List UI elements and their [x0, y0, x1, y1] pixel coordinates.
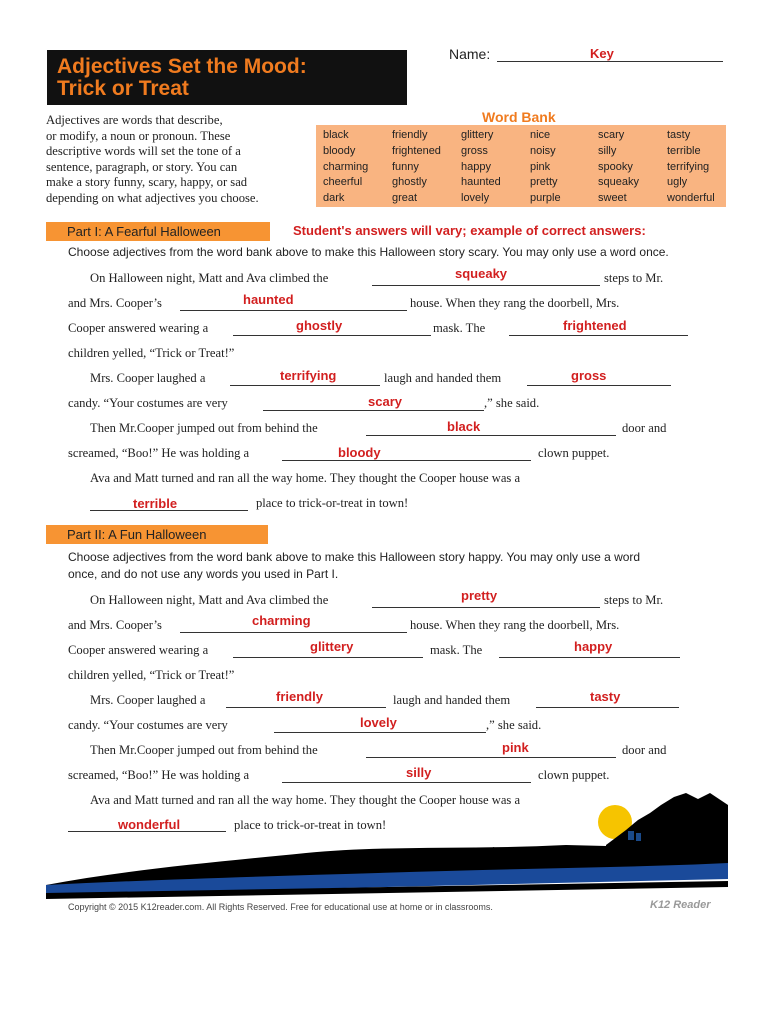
story-text: Then Mr.Cooper jumped out from behind the [90, 743, 318, 757]
word-bank-word: funny [392, 160, 419, 173]
answer-blank[interactable] [282, 448, 531, 461]
intro-line: sentence, paragraph, or story. You can [46, 159, 238, 174]
haunted-house-illustration [46, 775, 728, 900]
word-bank-word: silly [598, 144, 617, 157]
copyright: Copyright © 2015 K12reader.com. All Rights Reserved. Free for educational use at home or in classrooms. [68, 902, 493, 912]
word-bank-word: happy [461, 160, 491, 173]
story-text: house. When they rang the doorbell, Mrs. [410, 296, 620, 310]
story-text: and Mrs. Cooper’s [68, 296, 162, 310]
answer-text: pretty [461, 588, 498, 603]
story-text: Ava and Matt turned and ran all the way home. They thought the Cooper house was a [90, 471, 521, 485]
word-bank-word: haunted [461, 176, 501, 189]
answer-text: terrifying [280, 368, 337, 383]
part1-instruction: Choose adjectives from the word bank above to make this Halloween story scary. You may only use a word once. [68, 245, 669, 259]
answer-text: charming [252, 613, 311, 628]
story-text: clown puppet. [538, 768, 610, 782]
word-bank-word: bloody [323, 144, 356, 157]
answer-text: happy [574, 639, 613, 654]
story-text: door and [622, 743, 667, 757]
answer-text: ghostly [296, 318, 343, 333]
answer-text: gross [571, 368, 607, 383]
answer-text: wonderful [118, 817, 181, 832]
intro-line: descriptive words will set the tone of a [46, 144, 241, 159]
story-text: and Mrs. Cooper’s [68, 618, 162, 632]
story-text: place to trick-or-treat in town! [256, 496, 409, 510]
answer-text: tasty [590, 689, 621, 704]
word-bank-word: charming [323, 160, 369, 173]
story-text: screamed, “Boo!” He was holding a [68, 446, 250, 460]
word-bank-column [461, 128, 501, 207]
answer-blank[interactable] [366, 423, 616, 436]
answer-text: terrible [133, 496, 178, 511]
answer-blank[interactable] [366, 745, 616, 758]
story-text: house. When they rang the doorbell, Mrs. [410, 618, 620, 632]
word-bank-word: scary [598, 129, 625, 141]
answer-text: bloody [338, 445, 381, 460]
word-bank-word: gross [461, 144, 488, 157]
word-bank-word: lovely [461, 192, 490, 205]
word-bank-column [323, 128, 368, 207]
word-bank-word: sweet [598, 192, 627, 205]
answer-text: squeaky [455, 266, 508, 281]
answer-text: frightened [563, 318, 627, 333]
title-line-1: Adjectives Set the Mood: [57, 55, 307, 78]
story-text: Mrs. Cooper laughed a [90, 693, 206, 707]
word-bank-word: spooky [598, 160, 633, 173]
intro-line: depending on what adjectives you choose. [46, 190, 259, 205]
answer-text: haunted [243, 292, 294, 307]
story-text: place to trick-or-treat in town! [234, 818, 387, 832]
title-line-2: Trick or Treat [57, 77, 189, 100]
word-bank-word: ghostly [392, 176, 427, 189]
story-text: Ava and Matt turned and ran all the way home. They thought the Cooper house was a [90, 793, 521, 807]
intro-text [46, 113, 308, 207]
story-text: door and [622, 421, 667, 435]
story-text: candy. “Your costumes are very [68, 396, 228, 410]
story-text: steps to Mr. [604, 271, 664, 285]
window-icon [628, 831, 634, 840]
word-bank-word: terrifying [667, 160, 710, 173]
word-bank-word: ugly [667, 176, 688, 189]
story-text: laugh and handed them [384, 371, 502, 385]
story-text: steps to Mr. [604, 593, 664, 607]
word-bank-word: wonderful [667, 192, 715, 205]
word-bank-word: noisy [530, 144, 556, 157]
story-text: laugh and handed them [393, 693, 511, 707]
story-text: Cooper answered wearing a [68, 321, 209, 335]
word-bank-word: dark [323, 192, 345, 205]
answer-text: pink [502, 740, 529, 755]
word-bank-word: pretty [530, 176, 558, 189]
word-bank-word: friendly [392, 129, 428, 141]
instruction-line: once, and do not use any words you used in Part I. [68, 567, 339, 581]
k12-reader-logo: K12 Reader [650, 899, 711, 911]
name-answer: Key [590, 46, 614, 61]
story-text: mask. The [433, 321, 486, 335]
story-text: Mrs. Cooper laughed a [90, 371, 206, 385]
word-bank-column [530, 128, 561, 207]
word-bank-word: glittery [461, 129, 494, 141]
word-bank-column [392, 128, 441, 207]
word-bank-word: squeaky [598, 176, 639, 189]
name-label: Name: [449, 46, 491, 62]
name-field[interactable] [497, 61, 723, 62]
answer-text: black [447, 419, 481, 434]
word-bank-column [667, 128, 715, 207]
word-bank-word: black [323, 129, 349, 141]
story-text: ,” she said. [486, 718, 542, 732]
story-text: On Halloween night, Matt and Ava climbed the [90, 593, 329, 607]
story-text: screamed, “Boo!” He was holding a [68, 768, 250, 782]
intro-line: or modify, a noun or pronoun. These [46, 128, 231, 143]
answers-note: Student's answers will vary; example of correct answers: [293, 223, 646, 238]
answer-text: scary [368, 394, 402, 409]
answer-text: friendly [276, 689, 323, 704]
part2-label: Part II: A Fun Halloween [46, 525, 268, 544]
story-text: Then Mr.Cooper jumped out from behind the [90, 421, 318, 435]
story-text: mask. The [430, 643, 483, 657]
story-text: On Halloween night, Matt and Ava climbed the [90, 271, 329, 285]
story-text: children yelled, “Trick or Treat!” [68, 346, 235, 360]
window-icon [636, 833, 641, 841]
answer-text: lovely [360, 715, 397, 730]
word-bank-word: great [392, 192, 418, 205]
answer-text: glittery [310, 639, 354, 654]
worksheet-title [47, 50, 407, 105]
story-text: children yelled, “Trick or Treat!” [68, 668, 235, 682]
word-bank-word: frightened [392, 144, 441, 157]
part1-label: Part I: A Fearful Halloween [46, 222, 270, 241]
story-text: ,” she said. [484, 396, 540, 410]
word-bank-word: pink [530, 160, 551, 173]
word-bank-word: purple [530, 192, 561, 205]
word-bank [316, 125, 726, 207]
story-text: clown puppet. [538, 446, 610, 460]
instruction-line: Choose adjectives from the word bank above to make this Halloween story happy. You may only use a word [68, 550, 641, 564]
word-bank-column [598, 128, 639, 207]
intro-line: make a story funny, scary, happy, or sad [46, 175, 248, 190]
word-bank-word: cheerful [323, 176, 363, 189]
story-text: candy. “Your costumes are very [68, 718, 228, 732]
word-bank-word: terrible [667, 144, 701, 157]
part2-instruction [68, 549, 640, 583]
word-bank-word: nice [530, 129, 551, 141]
word-bank-word: tasty [667, 129, 691, 141]
intro-line: Adjectives are words that describe, [46, 113, 223, 127]
story-text: Cooper answered wearing a [68, 643, 209, 657]
word-bank-title: Word Bank [482, 109, 556, 125]
answer-text: silly [406, 765, 432, 780]
